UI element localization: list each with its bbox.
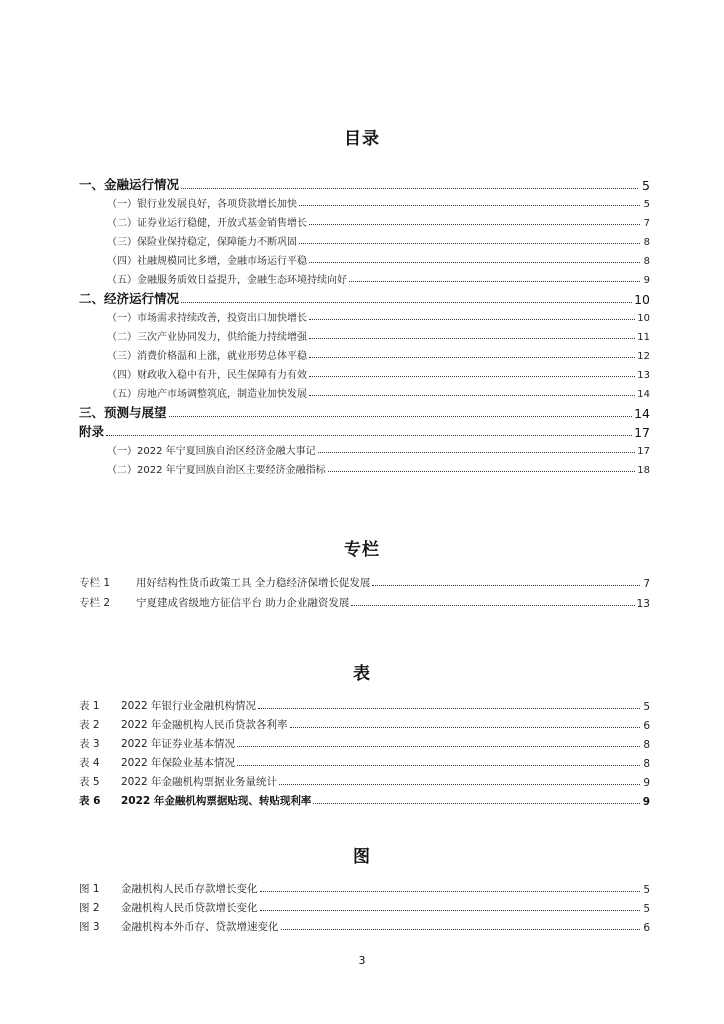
- column-entry-title: 用好结构性货币政策工具 全力稳经济保增长促发展: [136, 577, 371, 589]
- table-entry-page: 8: [643, 758, 650, 770]
- toc-subentry-label: （三）消费价格温和上涨，就业形势总体平稳: [107, 351, 307, 362]
- figure-entry-page: 5: [643, 903, 650, 915]
- dot-leader: [328, 471, 636, 472]
- toc-subentry[interactable]: [107, 328, 650, 343]
- toc-entry-page: 17: [634, 425, 650, 440]
- table-entry[interactable]: [79, 735, 650, 751]
- dot-leader: [260, 891, 641, 892]
- table-entry-page: 8: [643, 739, 650, 751]
- table-entry[interactable]: [79, 754, 650, 770]
- table-entry-page: 9: [642, 796, 650, 808]
- toc-subentry-page: 5: [643, 199, 650, 210]
- table-entry-number: 表 5: [79, 776, 100, 788]
- figure-entry[interactable]: [79, 918, 650, 934]
- toc-subentry-page: 7: [643, 218, 650, 229]
- tables-title: 表: [353, 664, 371, 684]
- dot-leader: [349, 281, 640, 282]
- toc-title: 目录: [344, 129, 380, 149]
- dot-leader: [169, 416, 633, 417]
- dot-leader: [281, 929, 641, 930]
- toc-subentry[interactable]: [107, 271, 650, 286]
- toc-subentry-label: （一）2022 年宁夏回族自治区经济金融大事记: [107, 446, 316, 457]
- figure-entry-number: 图 3: [79, 921, 100, 933]
- dot-leader: [260, 910, 641, 911]
- figure-entry-number: 图 1: [79, 883, 100, 895]
- toc-subentry-page: 14: [637, 389, 650, 400]
- column-entry[interactable]: [79, 574, 650, 590]
- toc-subentry-page: 8: [643, 256, 650, 267]
- toc-entry-label: 附录: [79, 424, 105, 439]
- table-entry[interactable]: [79, 716, 650, 732]
- table-entry-title: 2022 年银行业金融机构情况: [121, 700, 257, 712]
- table-entry-number: 表 4: [79, 757, 100, 769]
- toc-subentry-page: 13: [637, 370, 650, 381]
- page-number: 3: [358, 954, 366, 967]
- toc-entry-label: 二、经济运行情况: [79, 291, 180, 306]
- toc-subentry-page: 17: [637, 446, 650, 457]
- figure-entry-number: 图 2: [79, 902, 100, 914]
- dot-leader: [309, 262, 640, 263]
- table-entry[interactable]: [79, 773, 650, 789]
- table-entry-page: 5: [643, 701, 650, 713]
- toc-subentry-label: （五）金融服务质效日益提升，金融生态环境持续向好: [107, 275, 347, 286]
- column-entry-page: 13: [636, 598, 650, 610]
- table-entry-title: 2022 年金融机构票据贴现、转贴现利率: [121, 795, 312, 807]
- table-entry-page: 9: [643, 777, 650, 789]
- figure-entry-title: 金融机构本外币存、贷款增速变化: [121, 921, 279, 933]
- dot-leader: [299, 205, 640, 206]
- toc-entry[interactable]: [79, 422, 650, 440]
- table-entry-title: 2022 年金融机构票据业务量统计: [121, 776, 278, 788]
- toc-subentry[interactable]: [107, 195, 650, 210]
- dot-leader: [279, 784, 640, 785]
- dot-leader: [309, 319, 635, 320]
- dot-leader: [237, 765, 640, 766]
- toc-subentry[interactable]: [107, 214, 650, 229]
- table-entry-title: 2022 年保险业基本情况: [121, 757, 236, 769]
- dot-leader: [313, 803, 640, 804]
- table-entry-number: 表 2: [79, 719, 100, 731]
- figure-entry-page: 5: [643, 884, 650, 896]
- figure-entry-page: 6: [643, 922, 650, 934]
- toc-subentry[interactable]: [107, 347, 650, 362]
- table-entry-number: 表 3: [79, 738, 100, 750]
- dot-leader: [290, 727, 640, 728]
- dot-leader: [318, 452, 636, 453]
- table-entry-page: 6: [643, 720, 650, 732]
- dot-leader: [309, 224, 640, 225]
- toc-subentry-label: （四）财政收入稳中有升，民生保障有力有效: [107, 370, 307, 381]
- toc-subentry[interactable]: [107, 366, 650, 381]
- column-entry-number: 专栏 1: [79, 577, 111, 589]
- dot-leader: [181, 188, 638, 189]
- columns-title: 专栏: [344, 540, 380, 560]
- dot-leader: [309, 338, 635, 339]
- toc-subentry[interactable]: [107, 309, 650, 324]
- toc-entry-label: 一、金融运行情况: [79, 177, 180, 192]
- table-entry-title: 2022 年金融机构人民币贷款各利率: [121, 719, 288, 731]
- toc-entry[interactable]: [79, 289, 650, 307]
- table-entry-number: 表 6: [79, 795, 101, 807]
- toc-subentry-label: （五）房地产市场调整筑底，制造业加快发展: [107, 389, 307, 400]
- figure-entry[interactable]: [79, 899, 650, 915]
- figure-entry-title: 金融机构人民币存款增长变化: [121, 883, 258, 895]
- toc-subentry[interactable]: [107, 233, 650, 248]
- toc-subentry-label: （一）市场需求持续改善，投资出口加快增长: [107, 313, 307, 324]
- toc-subentry[interactable]: [107, 252, 650, 267]
- toc-entry-page: 14: [634, 406, 650, 421]
- toc-entry[interactable]: [79, 175, 650, 193]
- dot-leader: [351, 605, 634, 606]
- toc-subentry-page: 18: [637, 465, 650, 476]
- toc-subentry[interactable]: [107, 442, 650, 457]
- toc-entry[interactable]: [79, 403, 650, 421]
- toc-subentry-label: （一）银行业发展良好，各项贷款增长加快: [107, 199, 297, 210]
- toc-subentry-label: （四）社融规模同比多增，金融市场运行平稳: [107, 256, 307, 267]
- column-entry-page: 7: [643, 578, 650, 590]
- table-entry[interactable]: [79, 697, 650, 713]
- table-entry[interactable]: [79, 792, 650, 808]
- dot-leader: [299, 243, 640, 244]
- dot-leader: [237, 746, 640, 747]
- column-entry-number: 专栏 2: [79, 597, 111, 609]
- toc-entry-page: 10: [634, 292, 650, 307]
- toc-entry-page: 5: [642, 178, 650, 193]
- toc-subentry-label: （三）保险业保持稳定，保障能力不断巩固: [107, 237, 297, 248]
- toc-subentry[interactable]: [107, 385, 650, 400]
- dot-leader: [372, 585, 640, 586]
- dot-leader: [309, 376, 635, 377]
- figure-entry[interactable]: [79, 880, 650, 896]
- figures-title: 图: [353, 847, 371, 867]
- toc-subentry-page: 8: [643, 237, 650, 248]
- toc-entry-label: 三、预测与展望: [79, 405, 167, 420]
- toc-subentry-label: （二）证券业运行稳健，开放式基金销售增长: [107, 218, 307, 229]
- column-entry-title: 宁夏建成省级地方征信平台 助力企业融资发展: [136, 597, 350, 609]
- dot-leader: [258, 708, 640, 709]
- toc-subentry-page: 9: [643, 275, 650, 286]
- column-entry[interactable]: [79, 594, 650, 610]
- toc-subentry-page: 11: [637, 332, 650, 343]
- dot-leader: [106, 435, 632, 436]
- toc-subentry-label: （二）三次产业协同发力，供给能力持续增强: [107, 332, 307, 343]
- figure-entry-title: 金融机构人民币贷款增长变化: [121, 902, 258, 914]
- toc-subentry[interactable]: [107, 461, 650, 476]
- toc-subentry-page: 10: [637, 313, 650, 324]
- toc-subentry-label: （二）2022 年宁夏回族自治区主要经济金融指标: [107, 465, 326, 476]
- dot-leader: [181, 302, 632, 303]
- toc-subentry-page: 12: [637, 351, 650, 362]
- table-entry-number: 表 1: [79, 700, 100, 712]
- table-entry-title: 2022 年证券业基本情况: [121, 738, 236, 750]
- dot-leader: [309, 395, 635, 396]
- dot-leader: [309, 357, 635, 358]
